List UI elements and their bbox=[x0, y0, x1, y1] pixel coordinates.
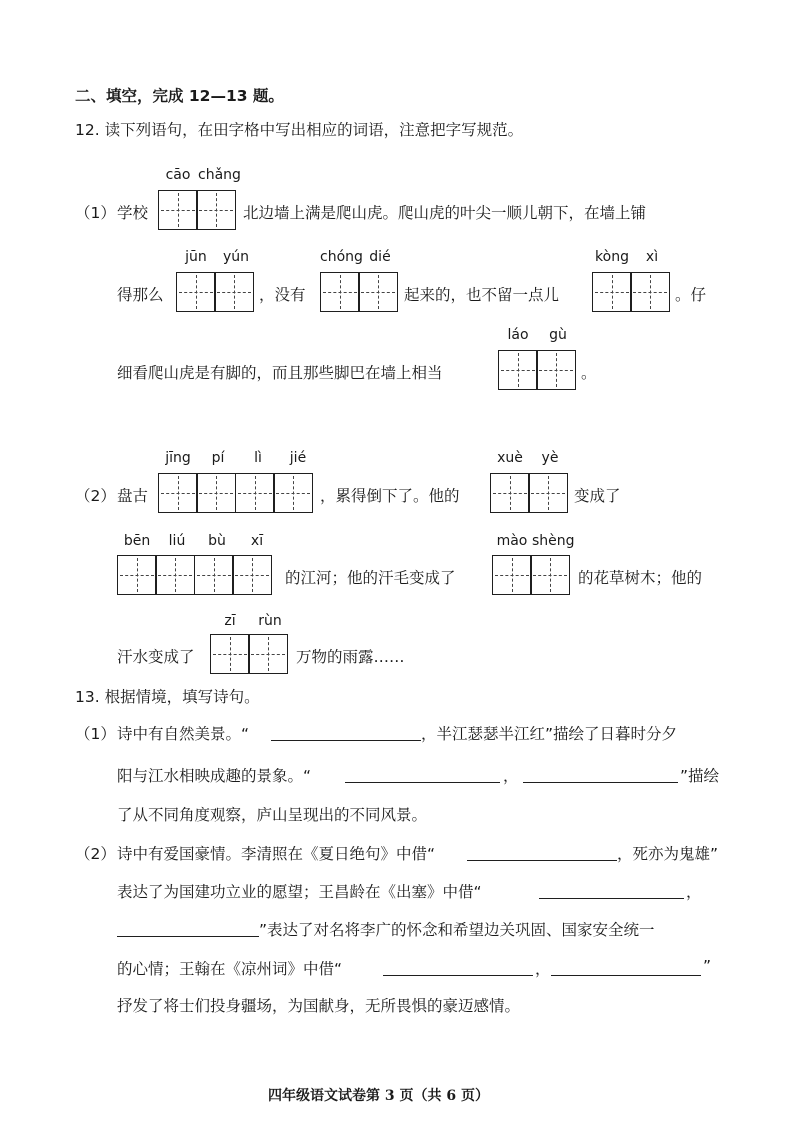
answer-blank[interactable] bbox=[383, 975, 533, 976]
q13-p1-text: ， bbox=[503, 767, 519, 785]
tianzige-cell[interactable] bbox=[320, 272, 360, 312]
pinyin-cao: cāo bbox=[165, 167, 191, 183]
tianzige-xue-ye[interactable] bbox=[490, 473, 568, 513]
tianzige-cell[interactable] bbox=[158, 190, 198, 230]
q13-p1-text: 诗中有自然美景。“ bbox=[117, 725, 250, 743]
answer-blank[interactable] bbox=[271, 740, 421, 741]
tianzige-cell[interactable] bbox=[235, 473, 275, 513]
q12-p2-text: 的花草树木；他的 bbox=[578, 569, 703, 587]
q13-p1-text: ”描绘 bbox=[680, 767, 720, 785]
answer-blank[interactable] bbox=[551, 975, 701, 976]
q12-p2-text: 变成了 bbox=[574, 487, 621, 505]
pinyin-jing: jīng bbox=[165, 450, 191, 466]
pinyin-mao: mào bbox=[496, 533, 528, 549]
q12-p2-text: 的江河；他的汗毛变成了 bbox=[285, 569, 456, 587]
answer-blank[interactable] bbox=[345, 782, 500, 783]
q12-p2-text: 汗水变成了 bbox=[117, 648, 195, 666]
tianzige-cell[interactable] bbox=[214, 272, 254, 312]
tianzige-cell[interactable] bbox=[196, 473, 236, 513]
tianzige-mao-sheng[interactable] bbox=[492, 555, 570, 595]
answer-blank[interactable] bbox=[117, 936, 259, 937]
pinyin-xue: xuè bbox=[497, 450, 523, 466]
tianzige-cell[interactable] bbox=[273, 473, 313, 513]
pinyin-pi: pí bbox=[211, 450, 225, 466]
pinyin-jun: jūn bbox=[185, 249, 207, 265]
tianzige-cell[interactable] bbox=[248, 634, 288, 674]
tianzige-cell[interactable] bbox=[196, 190, 236, 230]
q12-p1-text: 得那么 bbox=[117, 286, 164, 304]
question-12-prompt: 12. 读下列语句，在田字格中写出相应的词语，注意把字写规范。 bbox=[75, 121, 524, 139]
q13-p2-text: ， bbox=[686, 883, 702, 901]
tianzige-cell[interactable] bbox=[536, 350, 576, 390]
tianzige-cell[interactable] bbox=[194, 555, 234, 595]
q13-p2-text: ，死亦为鬼雄” bbox=[617, 845, 719, 863]
tianzige-lao-gu[interactable] bbox=[498, 350, 576, 390]
tianzige-cell[interactable] bbox=[528, 473, 568, 513]
tianzige-cell[interactable] bbox=[155, 555, 195, 595]
pinyin-xi: xī bbox=[250, 533, 264, 549]
tianzige-jun-yun[interactable] bbox=[176, 272, 254, 312]
pinyin-ye: yè bbox=[541, 450, 559, 466]
tianzige-cell[interactable] bbox=[176, 272, 216, 312]
pinyin-die: dié bbox=[369, 249, 391, 265]
q13-p2-number: （2） bbox=[75, 845, 116, 863]
pinyin-yun: yún bbox=[222, 249, 250, 265]
q12-p1-text: ，没有 bbox=[259, 286, 306, 304]
question-13-prompt: 13. 根据情境，填写诗句。 bbox=[75, 688, 260, 706]
pinyin-lao: láo bbox=[507, 327, 529, 343]
q13-p2-text: ， bbox=[535, 960, 551, 978]
q13-p1-text: 了从不同角度观察，庐山呈现出的不同风景。 bbox=[117, 806, 428, 824]
tianzige-cell[interactable] bbox=[117, 555, 157, 595]
answer-blank[interactable] bbox=[539, 898, 684, 899]
q12-p1-text: 。仔 bbox=[675, 286, 707, 304]
q13-p2-text: 的心情；王翰在《凉州词》中借“ bbox=[117, 960, 343, 978]
q12-p2-text: 万物的雨露…… bbox=[296, 648, 405, 666]
pinyin-kong: kòng bbox=[595, 249, 629, 265]
q13-p2-text: ”表达了对名将李广的怀念和希望边关巩固、国家安全统一 bbox=[259, 921, 655, 939]
tianzige-cell[interactable] bbox=[158, 473, 198, 513]
q12-p1-text: 北边墙上满是爬山虎。爬山虎的叶尖一顺儿朝下，在墙上铺 bbox=[243, 204, 647, 222]
q12-p2-number: （2） bbox=[75, 487, 116, 505]
q13-p2-text: ” bbox=[703, 957, 712, 975]
q12-p1-text: 学校 bbox=[117, 204, 149, 222]
pinyin-sheng: shèng bbox=[532, 533, 575, 549]
answer-blank[interactable] bbox=[467, 860, 617, 861]
tianzige-cell[interactable] bbox=[530, 555, 570, 595]
tianzige-cell[interactable] bbox=[592, 272, 632, 312]
pinyin-ben: bēn bbox=[123, 533, 151, 549]
pinyin-jie: jié bbox=[289, 450, 307, 466]
q12-p1-text: 。 bbox=[581, 364, 597, 382]
q12-p2-text: ，累得倒下了。他的 bbox=[320, 487, 460, 505]
tianzige-cell[interactable] bbox=[232, 555, 272, 595]
tianzige-cell[interactable] bbox=[498, 350, 538, 390]
pinyin-chong: chóng bbox=[320, 249, 363, 265]
q12-p1-text: 细看爬山虎是有脚的，而且那些脚巴在墙上相当 bbox=[117, 364, 443, 382]
tianzige-ben-liu-bu-xi[interactable] bbox=[117, 555, 272, 595]
tianzige-cell[interactable] bbox=[492, 555, 532, 595]
pinyin-xi: xì bbox=[645, 249, 659, 265]
q13-p1-text: 阳与江水相映成趣的景象。“ bbox=[117, 767, 312, 785]
q13-p2-text: 抒发了将士们投身疆场，为国献身，无所畏惧的豪迈感情。 bbox=[117, 997, 521, 1015]
answer-blank[interactable] bbox=[523, 782, 678, 783]
q13-p1-text: ，半江瑟瑟半江红”描绘了日暮时分夕 bbox=[421, 725, 678, 743]
pinyin-chang: chǎng bbox=[198, 167, 241, 183]
pinyin-bu: bù bbox=[208, 533, 226, 549]
q12-p2-text: 盘古 bbox=[117, 487, 149, 505]
tianzige-cao-chang[interactable] bbox=[158, 190, 236, 230]
tianzige-chong-die[interactable] bbox=[320, 272, 398, 312]
q13-p1-number: （1） bbox=[75, 725, 116, 743]
tianzige-jing-pi-li-jie[interactable] bbox=[158, 473, 313, 513]
tianzige-zi-run[interactable] bbox=[210, 634, 288, 674]
q12-p1-text: 起来的，也不留一点儿 bbox=[404, 286, 560, 304]
tianzige-cell[interactable] bbox=[490, 473, 530, 513]
tianzige-kong-xi[interactable] bbox=[592, 272, 670, 312]
q12-p1-number: （1） bbox=[75, 204, 116, 222]
pinyin-li: lì bbox=[254, 450, 262, 466]
pinyin-liu: liú bbox=[168, 533, 186, 549]
page-footer: 四年级语文试卷第 3 页（共 6 页） bbox=[268, 1088, 489, 1104]
section-title: 二、填空，完成 12—13 题。 bbox=[75, 87, 284, 105]
q13-p2-text: 表达了为国建功立业的愿望；王昌龄在《出塞》中借“ bbox=[117, 883, 482, 901]
pinyin-zi: zī bbox=[224, 613, 236, 629]
pinyin-gu: gù bbox=[549, 327, 567, 343]
q13-p2-text: 诗中有爱国豪情。李清照在《夏日绝句》中借“ bbox=[117, 845, 436, 863]
tianzige-cell[interactable] bbox=[358, 272, 398, 312]
tianzige-cell[interactable] bbox=[630, 272, 670, 312]
tianzige-cell[interactable] bbox=[210, 634, 250, 674]
pinyin-run: rùn bbox=[258, 613, 282, 629]
